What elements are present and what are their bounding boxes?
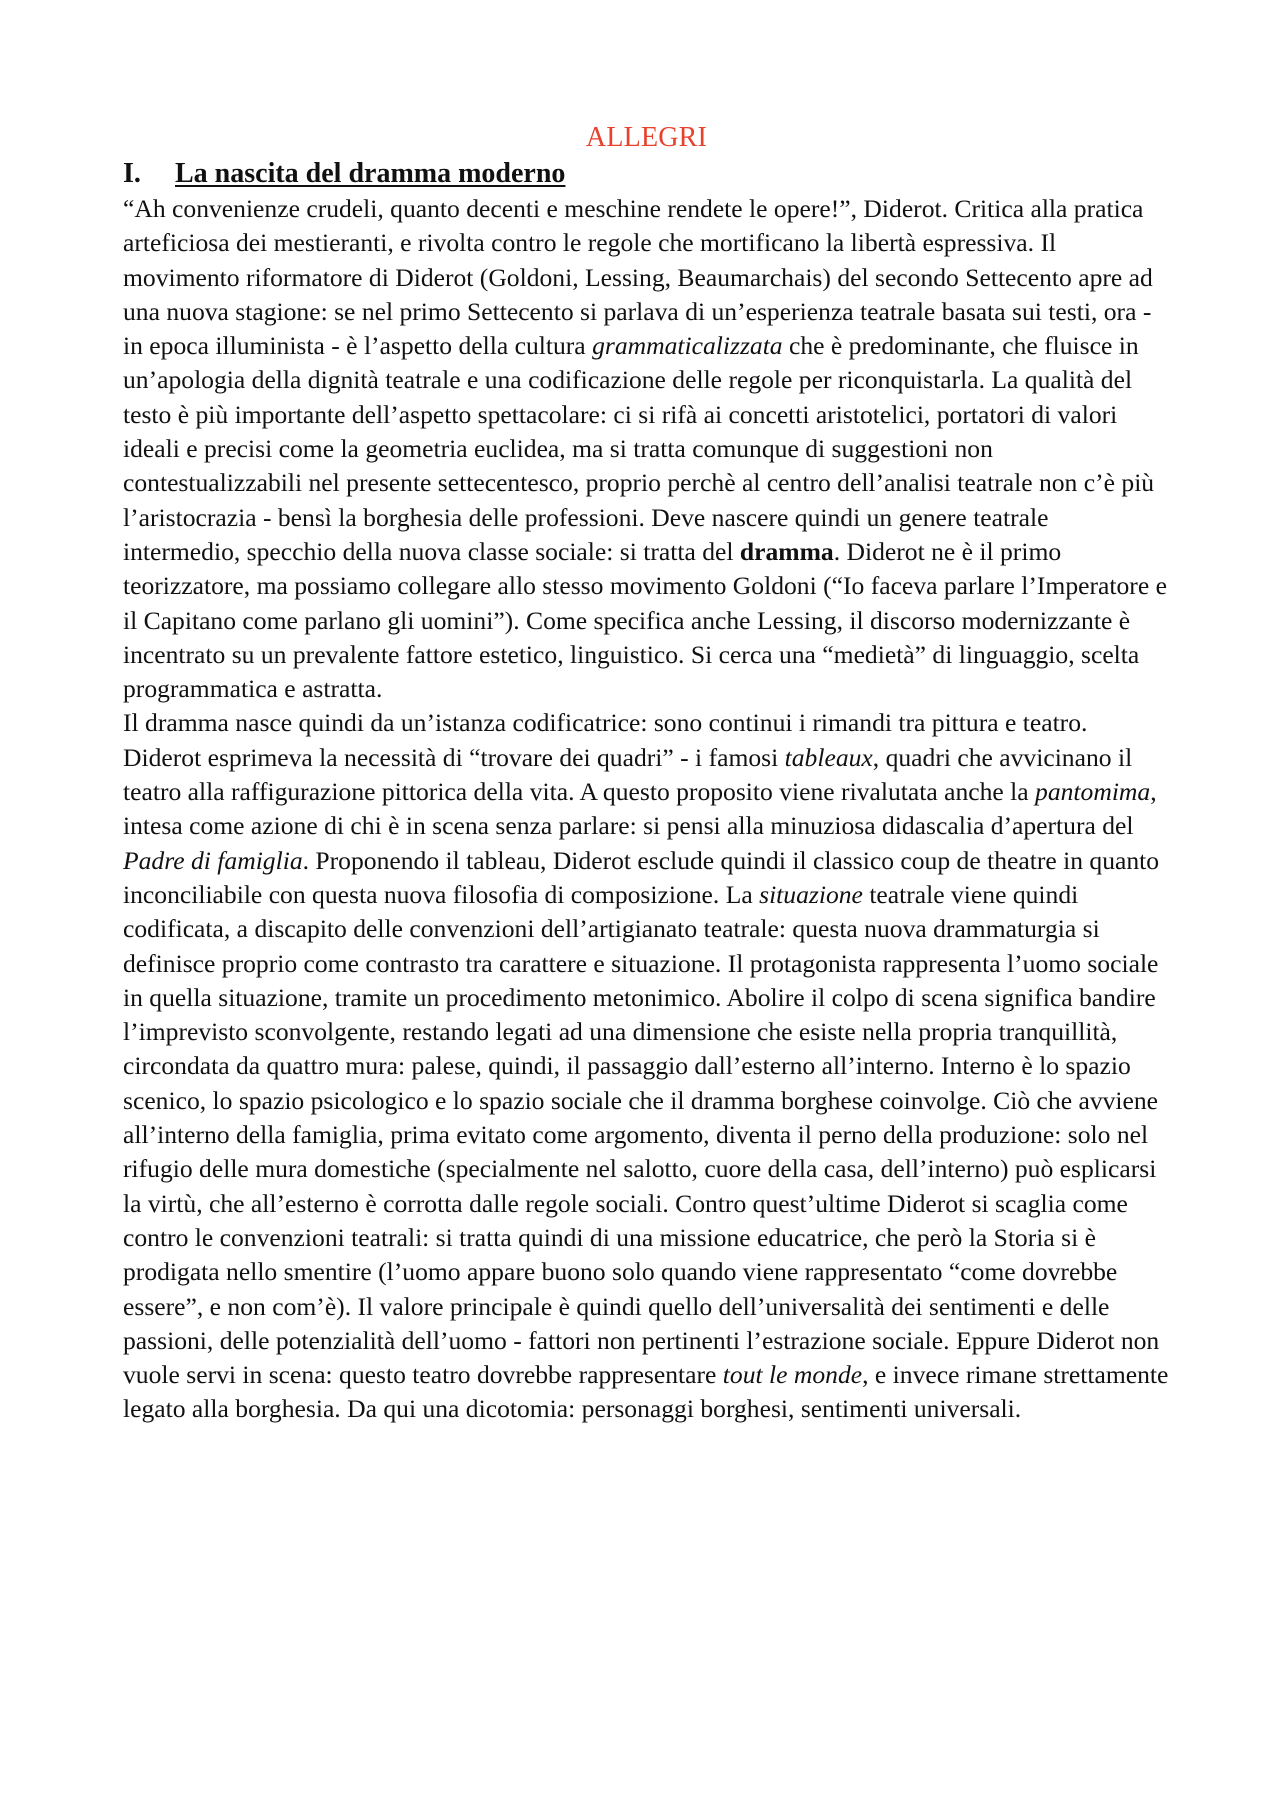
text-run: , e invece rimane strettamente legato alla borghesia. Da qui una dicotomia: personaggi borghesi, sentimenti universali. [123, 1360, 1169, 1424]
italic-term: grammaticalizzata [592, 331, 783, 361]
text-run: , quadri che avvicinano il teatro alla raffigurazione pittorica della vita. A questo proposito viene rivalutata anche la [123, 742, 1133, 807]
paragraph-1 [123, 192, 1170, 706]
italic-term: pantomima [1035, 777, 1151, 807]
text-run: teatrale viene quindi codificata, a discapito delle convenzioni dell’artigianato teatrale: questa nuova drammaturgia si definisce proprio come contrasto tra carattere e situazione. Il protagonista rappresenta l’uomo sociale in quella situazione, tramite un procedimento metonimico. Abolire il colpo di scena significa bandire l’imprevisto sconvolgente, restando legati ad una dimensione che esiste nella propria tranquillità, circondata da quattro mura: palese, quindi, il passaggio dall’esterno all’interno. Interno è lo spazio scenico, lo spazio psicologico e lo spazio sociale che il dramma borghese coinvolge. Ciò che avviene all’interno della famiglia, prima evitato come argomento, diventa il perno della produzione: solo nel rifugio delle mura domestiche (specialmente nel salotto, cuore della casa, dell’interno) può esplicarsi la virtù, che all’esterno è corrotta dalle regole sociali. Contro quest’ultime Diderot si scaglia come contro le convenzioni teatrali: si tratta quindi di una missione educatrice, che però la Storia si è prodigata nello smentire (l’uomo appare buono solo quando viene rappresentato “come dovrebbe essere”, e non com’è). Il valore principale è quindi quello dell’universalità dei sentimenti e delle passioni, delle potenzialità dell’uomo - fattori non pertinenti l’estrazione sociale. Eppure Diderot non vuole servi in scena: questo teatro dovrebbe rappresentare [123, 879, 1160, 1390]
section-heading [123, 158, 1170, 190]
section-number: I. [123, 158, 141, 189]
italic-term: situazione [759, 879, 863, 909]
document-title: ALLEGRI [585, 122, 708, 153]
bold-term: dramma [739, 536, 834, 566]
italic-term: Padre di famiglia [123, 845, 303, 875]
text-run: “Ah convenienze crudeli, quanto decenti e meschine rendete le opere!”, Diderot. Critica alla pratica arteficiosa dei mestieranti, e rivolta contro le regole che mortificano la libertà espressiva. Il movimento riformatore di Diderot (Goldoni, Lessing, Beaumarchais) del secondo Settecento apre ad una nuova stagione: se nel primo Settecento si parlava di un’esperienza teatrale basata sui testi, ora - in epoca illuminista - è l’aspetto della cultura [123, 194, 1153, 361]
paragraph-2 [123, 706, 1170, 1426]
text-run: . Proponendo il tableau, Diderot esclude quindi il classico coup de theatre in quanto inconciliabile con questa nuova filosofia di composizione. La [123, 845, 1160, 909]
italic-term: tout le monde [722, 1360, 863, 1390]
section-title: La nascita del dramma moderno [175, 158, 566, 189]
text-run: Il dramma nasce quindi da un’istanza codificatrice: sono continui i rimandi tra pittura e teatro. Diderot esprimeva la necessità di “trovare dei quadri” - i famosi [123, 708, 1088, 772]
text-run: . Diderot ne è il primo teorizzatore, ma possiamo collegare allo stesso movimento Goldoni (“Io faceva parlare l’Imperatore e il Capitano come parlano gli uomini”). Come specifica anche Lessing, il discorso modernizzante è incentrato su un prevalente fattore estetico, linguistico. Si cerca una “medietà” di linguaggio, scelta programmatica e astratta. [123, 536, 1167, 704]
text-run: che è predominante, che fluisce in un’apologia della dignità teatrale e una codificazione delle regole per riconquistarla. La qualità del testo è più importante dell’aspetto spettacolare: ci si rifà ai concetti aristotelici, portatori di valori ideali e precisi come la geometria euclidea, ma si tratta comunque di suggestioni non contestualizzabili nel presente settecentesco, proprio perchè al centro dell’analisi teatrale non c’è più l’aristocrazia - bensì la borghesia delle professioni. Deve nascere quindi un genere teatrale intermedio, specchio della nuova classe sociale: si tratta del [123, 331, 1155, 566]
italic-term: tableaux [784, 742, 873, 772]
text-run: , intesa come azione di chi è in scena senza parlare: si pensi alla minuziosa didascalia d’apertura del [123, 777, 1157, 841]
